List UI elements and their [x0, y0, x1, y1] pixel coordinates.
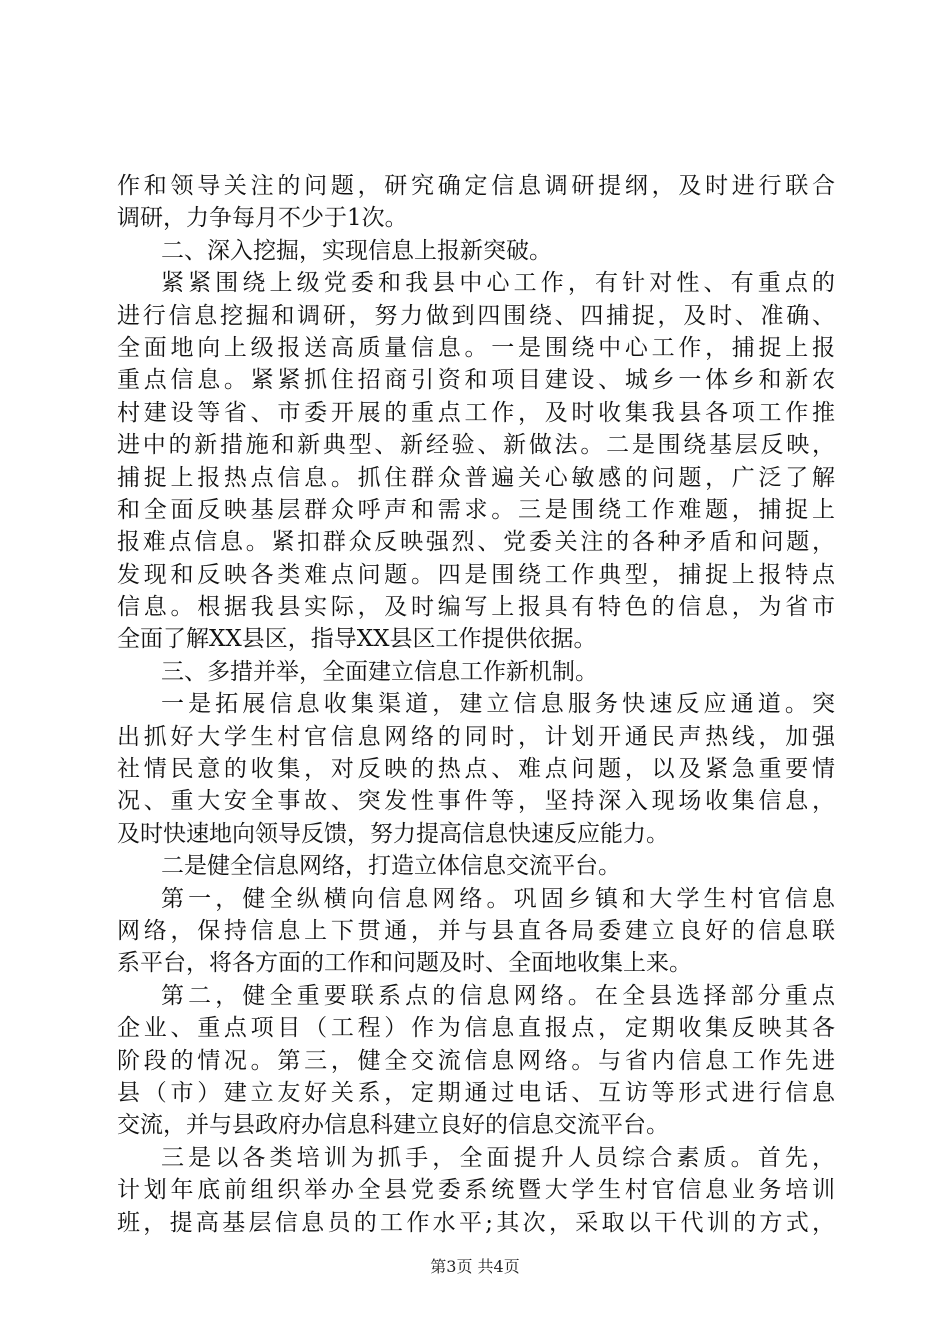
paragraph-line: 企业、重点项目（工程）作为信息直报点，定期收集反映其各 [117, 1015, 835, 1042]
paragraph-line: 进行信息挖掘和调研，努力做到四围绕、四捕捉，及时、准确、 [117, 302, 835, 329]
paragraph-line: 计划年底前组织举办全县党委系统暨大学生村官信息业务培训 [117, 1177, 835, 1204]
paragraph-line: 社情民意的收集，对反映的热点、难点问题，以及紧急重要情 [117, 756, 835, 783]
paragraph-line: 班，提高基层信息员的工作水平;其次，采取以干代训的方式， [117, 1209, 835, 1236]
paragraph-line: 村建设等省、市委开展的重点工作，及时收集我县各项工作推 [117, 399, 835, 426]
paragraph-line: 调研，力争每月不少于1次。 [117, 205, 408, 232]
paragraph-line: 作和领导关注的问题，研究确定信息调研提纲，及时进行联合 [117, 173, 835, 199]
paragraph-line: 阶段的情况。第三，健全交流信息网络。与省内信息工作先进 [117, 1047, 835, 1074]
paragraph-line: 捕捉上报热点信息。抓住群众普遍关心敏感的问题，广泛了解 [117, 464, 835, 491]
paragraph-first-line: 一是拓展信息收集渠道，建立信息服务快速反应通道。突 [161, 691, 835, 718]
paragraph-line: 进中的新措施和新典型、新经验、新做法。二是围绕基层反映， [117, 432, 835, 459]
paragraph-line: 重点信息。紧紧抓住招商引资和项目建设、城乡一体乡和新农 [117, 367, 835, 394]
paragraph-line: 网络，保持信息上下贯通，并与县直各局委建立良好的信息联 [117, 917, 835, 944]
paragraph-first-line: 二、深入挖掘，实现信息上报新突破。 [161, 237, 552, 264]
paragraph-line: 交流，并与县政府办信息科建立良好的信息交流平台。 [117, 1112, 669, 1139]
paragraph-first-line: 紧紧围绕上级党委和我县中心工作，有针对性、有重点的 [161, 270, 835, 297]
paragraph-line: 全面地向上级报送高质量信息。一是围绕中心工作，捕捉上报 [117, 334, 835, 361]
paragraph-line: 系平台，将各方面的工作和问题及时、全面地收集上来。 [117, 950, 692, 977]
paragraph-line: 全面了解XX县区，指导XX县区工作提供依据。 [117, 626, 597, 653]
paragraph-line: 报难点信息。紧扣群众反映强烈、党委关注的各种矛盾和问题， [117, 529, 835, 556]
paragraph-first-line: 三是以各类培训为抓手，全面提升人员综合素质。首先， [161, 1144, 835, 1171]
paragraph-first-line: 第一，健全纵横向信息网络。巩固乡镇和大学生村官信息 [161, 885, 835, 912]
paragraph-line: 况、重大安全事故、突发性事件等，坚持深入现场收集信息， [117, 788, 835, 815]
paragraph-line: 信息。根据我县实际，及时编写上报具有特色的信息，为省市 [117, 594, 835, 621]
paragraph-line: 县（市）建立友好关系，定期通过电话、互访等形式进行信息 [117, 1079, 835, 1106]
paragraph-line: 出抓好大学生村官信息网络的同时，计划开通民声热线，加强 [117, 723, 835, 750]
paragraph-line: 和全面反映基层群众呼声和需求。三是围绕工作难题，捕捉上 [117, 496, 835, 523]
paragraph-first-line: 三、多措并举，全面建立信息工作新机制。 [161, 658, 598, 685]
paragraph-first-line: 二是健全信息网络，打造立体信息交流平台。 [161, 853, 621, 880]
paragraph-line: 及时快速地向领导反馈，努力提高信息快速反应能力。 [117, 820, 669, 847]
paragraph-line: 发现和反映各类难点问题。四是围绕工作典型，捕捉上报特点 [117, 561, 835, 588]
page-number-footer: 第3页 共4页 [430, 1257, 520, 1276]
document-body [117, 170, 835, 1239]
paragraph-first-line: 第二，健全重要联系点的信息网络。在全县选择部分重点 [161, 982, 835, 1009]
